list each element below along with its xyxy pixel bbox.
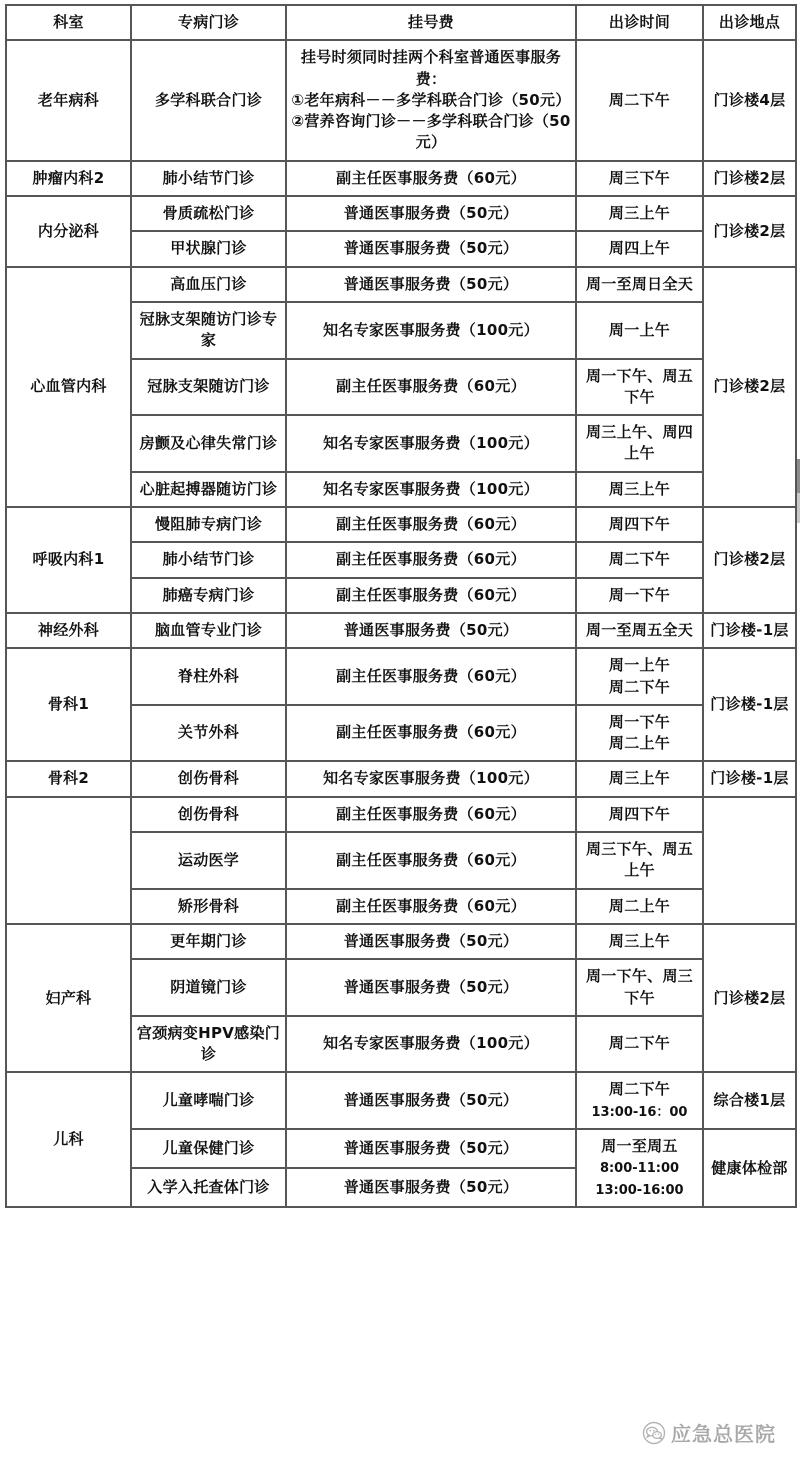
cell-fee: 副主任医事服务费（60元）: [286, 832, 576, 889]
cell-department: [6, 797, 131, 924]
table-row: [6, 761, 796, 796]
cell-fee: 普通医事服务费（50元）: [286, 924, 576, 959]
cell-department: 内分泌科: [6, 196, 131, 267]
table-row: [6, 267, 796, 302]
table-row: [6, 613, 796, 648]
fee-line: ①老年病科－－多学科联合门诊（50元）: [291, 90, 571, 109]
cell-time: 周三上午: [576, 761, 703, 796]
cell-department: 妇产科: [6, 924, 131, 1072]
cell-clinic: 儿童哮喘门诊: [131, 1072, 286, 1129]
cell-fee: 副主任医事服务费（60元）: [286, 705, 576, 762]
cell-department: 肿瘤内科2: [6, 161, 131, 196]
cell-department: 儿科: [6, 1072, 131, 1207]
cell-time: 周三上午: [576, 196, 703, 231]
cell-place: 门诊楼-1层: [703, 761, 796, 796]
column-header-registration-fee: 挂号费: [286, 5, 576, 40]
watermark: [642, 1418, 776, 1447]
cell-clinic: 高血压门诊: [131, 267, 286, 302]
cell-clinic: 入学入托查体门诊: [131, 1168, 286, 1207]
cell-clinic: 冠脉支架随访门诊专家: [131, 302, 286, 359]
cell-fee: 副主任医事服务费（60元）: [286, 578, 576, 613]
cell-fee: [286, 40, 576, 160]
fee-line: 挂号时须同时挂两个科室普通医事服务费：: [300, 48, 562, 88]
cell-fee: 副主任医事服务费（60元）: [286, 161, 576, 196]
cell-clinic: 肺小结节门诊: [131, 161, 286, 196]
cell-place: 综合楼1层: [703, 1072, 796, 1129]
cell-fee: 普通医事服务费（50元）: [286, 231, 576, 266]
cell-fee: 普通医事服务费（50元）: [286, 267, 576, 302]
cell-fee: 普通医事服务费（50元）: [286, 1072, 576, 1129]
watermark-text: 应急总医院: [671, 1422, 776, 1446]
cell-place: 门诊楼2层: [703, 161, 796, 196]
table-row: [6, 1072, 796, 1129]
cell-clinic: 房颤及心律失常门诊: [131, 415, 286, 472]
cell-time: 周二下午: [576, 1016, 703, 1073]
column-header-clinic-time: 出诊时间: [576, 5, 703, 40]
cell-clinic: 肺小结节门诊: [131, 542, 286, 577]
cell-fee: 普通医事服务费（50元）: [286, 959, 576, 1016]
cell-time: 周三上午: [576, 472, 703, 507]
time-line: 周一上午: [608, 656, 671, 675]
cell-department: 呼吸内科1: [6, 507, 131, 613]
cell-place: 门诊楼2层: [703, 267, 796, 507]
table-row: [6, 161, 796, 196]
cell-fee: 知名专家医事服务费（100元）: [286, 761, 576, 796]
cell-time: 周四上午: [576, 231, 703, 266]
cell-clinic: 冠脉支架随访门诊: [131, 359, 286, 416]
cell-time: 周一下午、周三下午: [576, 959, 703, 1016]
cell-fee: 副主任医事服务费（60元）: [286, 648, 576, 705]
table-row: [6, 507, 796, 542]
column-header-specialty-clinic: 专病门诊: [131, 5, 286, 40]
cell-time: 周三上午: [576, 924, 703, 959]
cell-fee: 副主任医事服务费（60元）: [286, 797, 576, 832]
cell-place: 门诊楼4层: [703, 40, 796, 160]
cell-clinic: 儿童保健门诊: [131, 1129, 286, 1168]
time-line: 周二上午: [608, 734, 671, 753]
cell-department: 神经外科: [6, 613, 131, 648]
time-main: 周二下午: [608, 1080, 671, 1099]
table-row: [6, 797, 796, 832]
cell-time: 周二上午: [576, 889, 703, 924]
cell-fee: 知名专家医事服务费（100元）: [286, 1016, 576, 1073]
table-header-row: [6, 5, 796, 40]
wechat-logo-icon: [642, 1421, 666, 1445]
cell-clinic: 创伤骨科: [131, 761, 286, 796]
cell-time: 周一上午: [576, 302, 703, 359]
cell-time: 周二下午: [576, 542, 703, 577]
cell-fee: 普通医事服务费（50元）: [286, 1129, 576, 1168]
time-line: 周一下午: [608, 712, 671, 731]
cell-time: [576, 648, 703, 705]
time-detail: 13:00-16：00: [591, 1104, 688, 1120]
cell-clinic: 肺癌专病门诊: [131, 578, 286, 613]
cell-clinic: 骨质疏松门诊: [131, 196, 286, 231]
cell-clinic: 心脏起搏器随访门诊: [131, 472, 286, 507]
cell-time: 周四下午: [576, 507, 703, 542]
cell-clinic: 关节外科: [131, 705, 286, 762]
cell-time: 周一下午、周五下午: [576, 359, 703, 416]
column-header-department: 科室: [6, 5, 131, 40]
cell-time: 周三下午、周五上午: [576, 832, 703, 889]
cell-place: 门诊楼2层: [703, 196, 796, 267]
cell-time: 周三上午、周四上午: [576, 415, 703, 472]
cell-clinic: 更年期门诊: [131, 924, 286, 959]
cell-clinic: 创伤骨科: [131, 797, 286, 832]
cell-department: 老年病科: [6, 40, 131, 160]
table-row: [6, 40, 796, 160]
cell-clinic: 脊柱外科: [131, 648, 286, 705]
cell-time: [576, 1072, 703, 1129]
time-detail: 8:00-11:00: [599, 1161, 680, 1177]
cell-time: 周二下午: [576, 40, 703, 160]
cell-clinic: 运动医学: [131, 832, 286, 889]
fee-line: ②营养咨询门诊－－多学科联合门诊（50元）: [291, 112, 571, 152]
cell-time: 周一下午: [576, 578, 703, 613]
cell-fee: 普通医事服务费（50元）: [286, 196, 576, 231]
table-row: [6, 924, 796, 959]
time-main: 周一至周五: [601, 1137, 678, 1156]
cell-fee: 副主任医事服务费（60元）: [286, 359, 576, 416]
cell-time: 周一至周日全天: [576, 267, 703, 302]
cell-department: 心血管内科: [6, 267, 131, 507]
cell-time: 周四下午: [576, 797, 703, 832]
cell-time: [576, 705, 703, 762]
cell-place: 门诊楼-1层: [703, 648, 796, 761]
cell-place: 健康体检部: [703, 1129, 796, 1207]
cell-fee: 普通医事服务费（50元）: [286, 613, 576, 648]
cell-fee: 知名专家医事服务费（100元）: [286, 415, 576, 472]
cell-fee: 知名专家医事服务费（100元）: [286, 302, 576, 359]
time-line: 周二下午: [608, 677, 671, 696]
cell-clinic: 多学科联合门诊: [131, 40, 286, 160]
table-row: [6, 196, 796, 231]
cell-time: 周三下午: [576, 161, 703, 196]
time-detail-2: 13:00-16:00: [595, 1182, 684, 1198]
cell-place: [703, 797, 796, 924]
cell-place: 门诊楼-1层: [703, 613, 796, 648]
cell-place: 门诊楼2层: [703, 507, 796, 613]
cell-clinic: 矫形骨科: [131, 889, 286, 924]
cell-department: 骨科1: [6, 648, 131, 761]
cell-clinic: 脑血管专业门诊: [131, 613, 286, 648]
cell-fee: 普通医事服务费（50元）: [286, 1168, 576, 1207]
table-row: [6, 648, 796, 705]
cell-clinic: 阴道镜门诊: [131, 959, 286, 1016]
cell-clinic: 慢阻肺专病门诊: [131, 507, 286, 542]
cell-time: [576, 1129, 703, 1207]
cell-clinic: 甲状腺门诊: [131, 231, 286, 266]
cell-fee: 副主任医事服务费（60元）: [286, 889, 576, 924]
cell-time: 周一至周五全天: [576, 613, 703, 648]
cell-department: 骨科2: [6, 761, 131, 796]
cell-fee: 副主任医事服务费（60元）: [286, 507, 576, 542]
clinic-schedule-table: [5, 4, 797, 1208]
cell-clinic: 宫颈病变HPV感染门诊: [131, 1016, 286, 1073]
cell-place: 门诊楼2层: [703, 924, 796, 1072]
cell-fee: 知名专家医事服务费（100元）: [286, 472, 576, 507]
cell-fee: 副主任医事服务费（60元）: [286, 542, 576, 577]
column-header-clinic-location: 出诊地点: [703, 5, 796, 40]
